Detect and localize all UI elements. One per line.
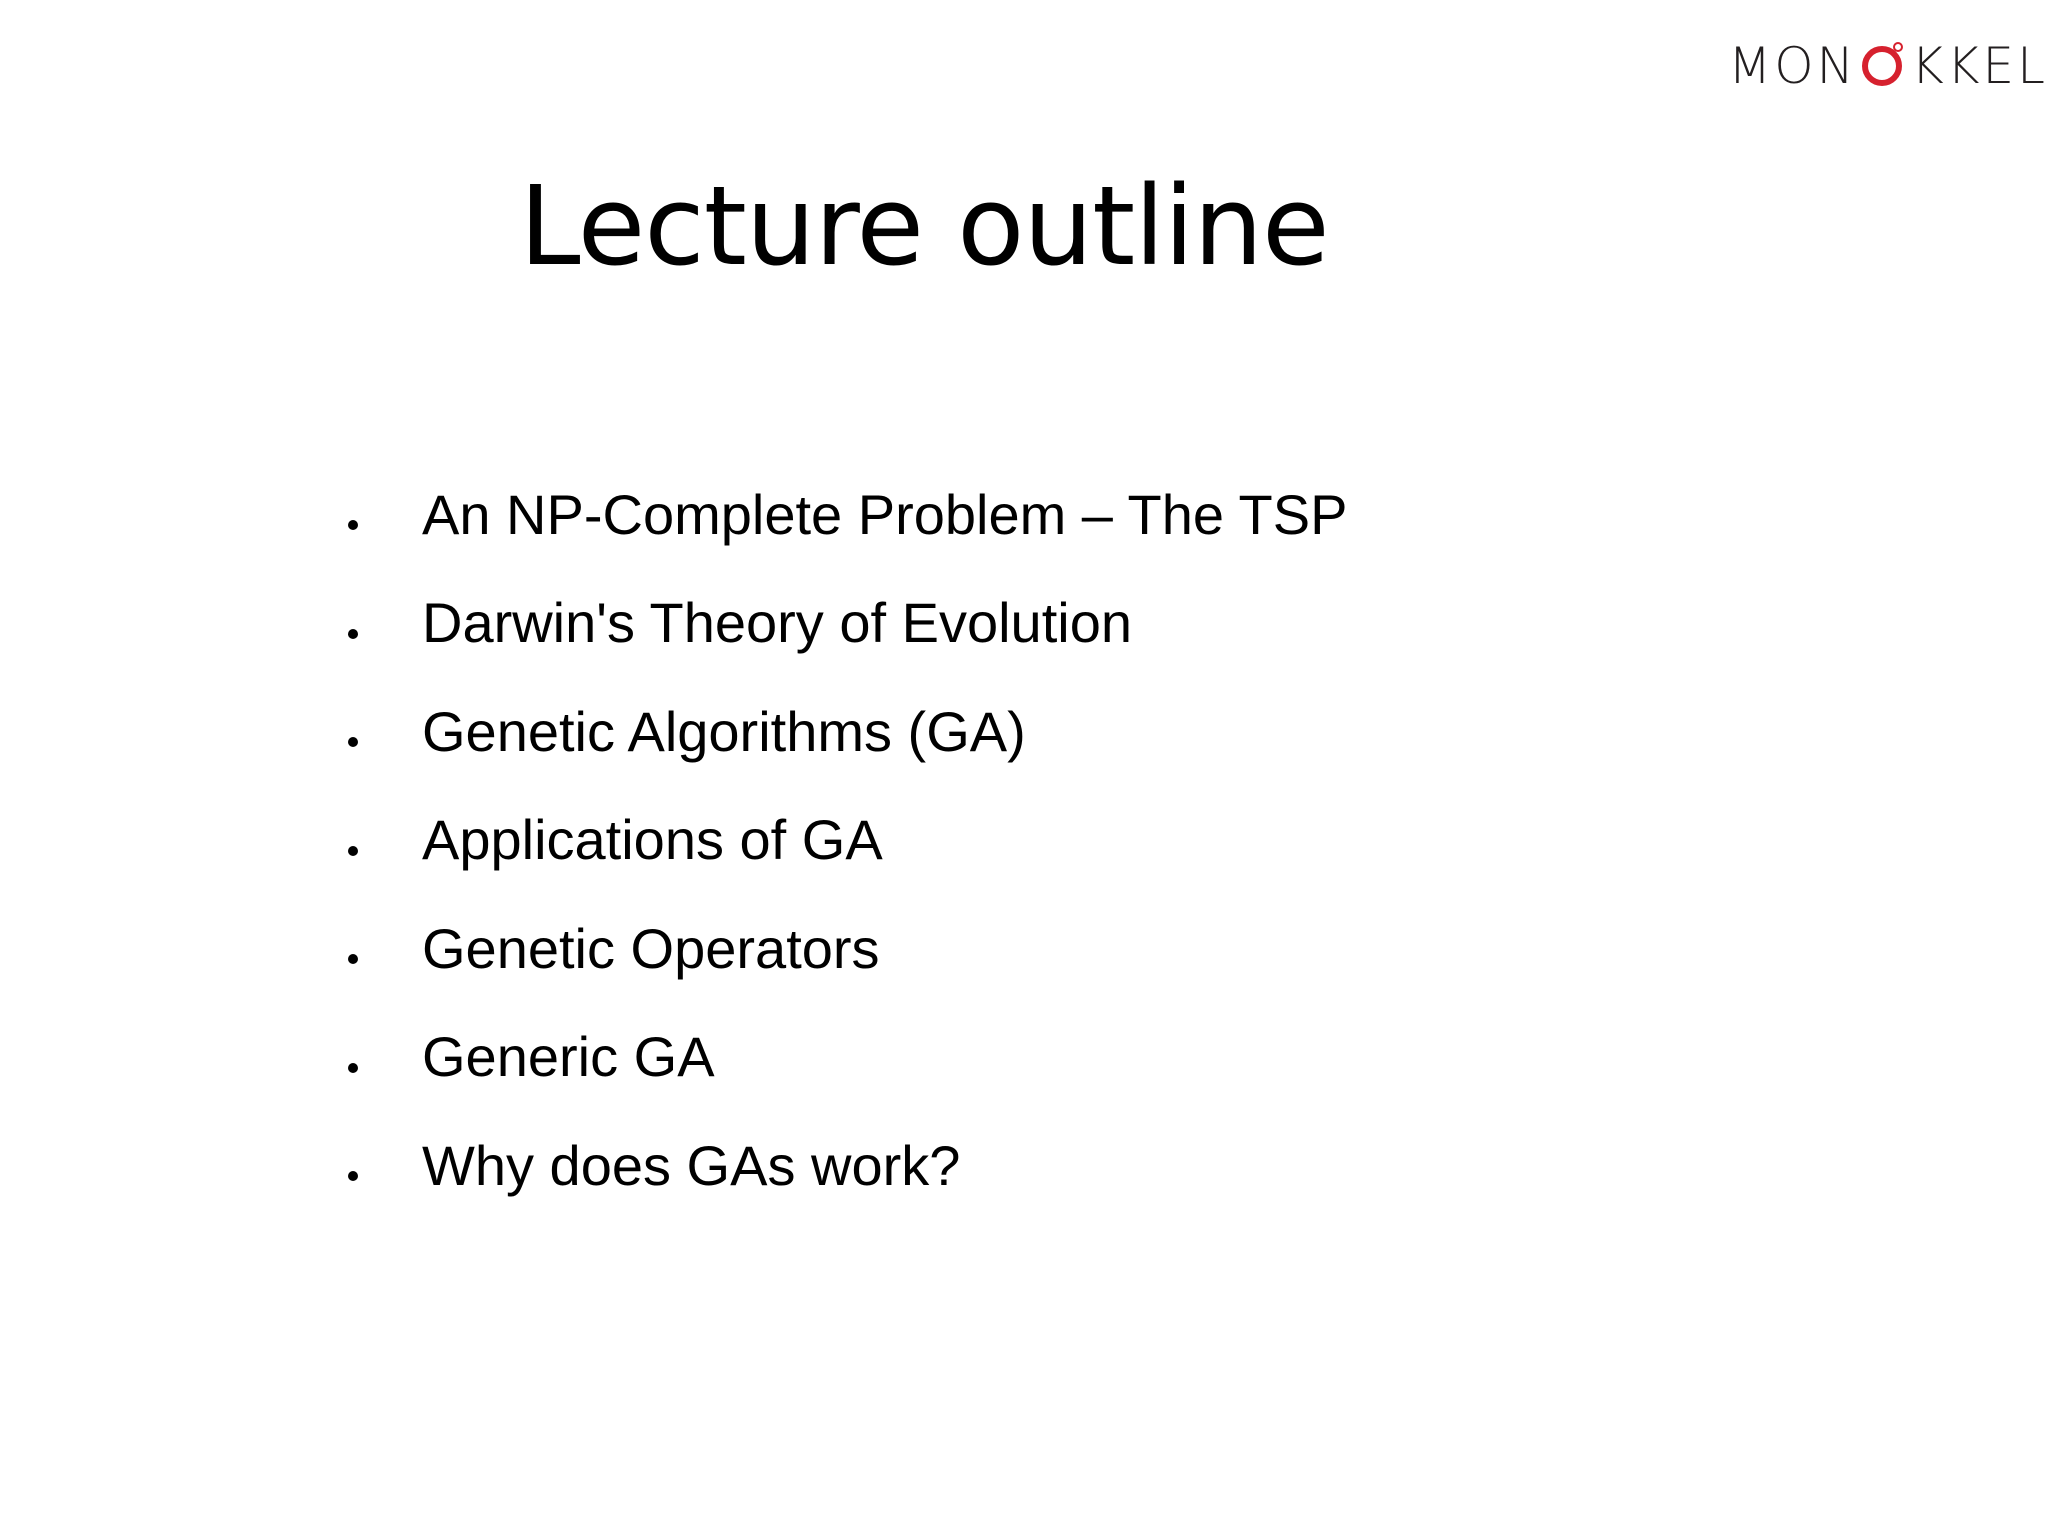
outline-item-label: An NP-Complete Problem – The TSP (422, 482, 1348, 546)
outline-item (340, 460, 1347, 569)
logo-text-suffix: KKEL (1910, 37, 2048, 95)
bullet-icon (340, 894, 422, 1003)
bullet-icon (340, 786, 422, 895)
outline-item (340, 1111, 1347, 1220)
outline-item (340, 569, 1347, 678)
outline-item (340, 894, 1347, 1003)
outline-item-label: Generic GA (422, 1025, 715, 1089)
bullet-icon (340, 677, 422, 786)
bullet-icon (340, 460, 422, 569)
outline-item-label: Darwin's Theory of Evolution (422, 591, 1132, 655)
monokkel-logo (1728, 36, 2048, 96)
logo-o-mark-icon (1861, 40, 1905, 88)
logo-text-prefix: MON (1728, 37, 1857, 95)
bullet-icon (340, 569, 422, 678)
bullet-icon (340, 1111, 422, 1220)
bullet-icon (340, 1003, 422, 1112)
outline-item (340, 786, 1347, 895)
outline-item-label: Why does GAs work? (422, 1133, 961, 1197)
outline-item-label: Applications of GA (422, 808, 883, 872)
slide-title: Lecture outline (519, 162, 1329, 290)
outline-list (340, 460, 1347, 1220)
outline-item-label: Genetic Algorithms (GA) (422, 699, 1026, 763)
outline-item (340, 1003, 1347, 1112)
outline-item (340, 677, 1347, 786)
outline-item-label: Genetic Operators (422, 916, 880, 980)
